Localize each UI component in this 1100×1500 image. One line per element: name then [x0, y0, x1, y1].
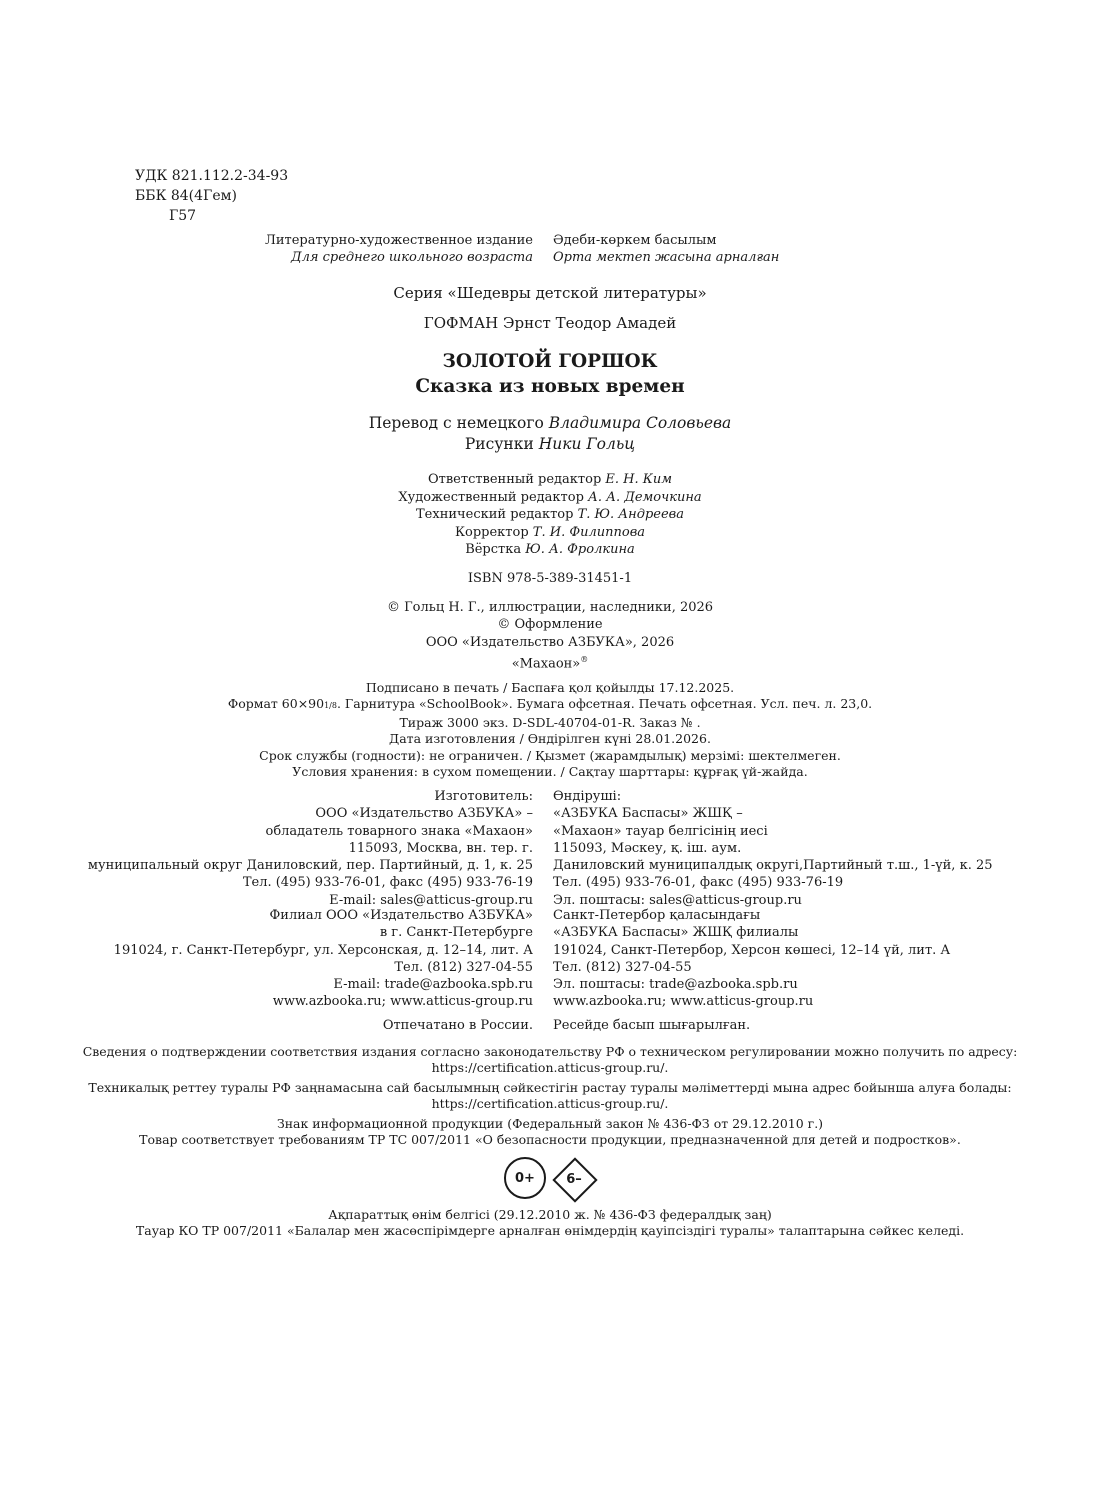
made-line: Дата изготовления / Өндірілген күні 28.01.2026. [389, 731, 711, 747]
editor-line: Ответственный редактор Е. Н. Ким [428, 472, 672, 487]
series: Серия «Шедевры детской литературы» [393, 284, 707, 302]
book-subtitle: Сказка из новых времен [415, 376, 685, 397]
copyright-line: «Махаон»® [511, 655, 589, 672]
age-kz: Орта мектеп жасына арналған [553, 250, 780, 266]
illustrations-label: Рисунки [464, 435, 534, 453]
classification-block [135, 166, 288, 226]
print-info-block [0, 680, 1100, 780]
illustrator-name: Ники Гольц [538, 435, 636, 453]
author-code: Г57 [169, 208, 197, 224]
storage-line: Условия хранения: в сухом помещении. / Сақтау шарттары: құрғақ үй-жайда. [292, 764, 808, 780]
websites-kz[interactable]: www.azbooka.ru; www.atticus-group.ru [553, 994, 814, 1009]
age-badges [0, 1157, 1100, 1201]
editor-line: Вёрстка Ю. А. Фролкина [465, 542, 635, 558]
udk-code: УДК 821.112.2-34-93 [135, 168, 289, 184]
book-title: ЗОЛОТОЙ ГОРШОК [442, 351, 658, 372]
age-6-minus-icon: 6– [552, 1157, 596, 1201]
manufacturer-block: Изготовитель: Өндіруші: ООО «Издательство АЗБУКА» – «АЗБУКА Баспасы» ЖШҚ – обладатель товарного знака «Махаон» «Махаон» тауар белгісінің иесі 115093, Москва, вн. тер. г. 115093, Мәскеу, қ. іш. аум. муниципальный округ Даниловский, пер. Партийный, д. 1, к. 25 Даниловский муниципалдық округі,Партийный т.ш., 1-үй, к. 25 Тел. (495) 933-76-01, факс (495) 933-76-19 Тел. (495) 933-76-01, факс (495) 933-76-19 E-mail: sales@atticus-group.ru Эл. поштасы: sales@atticus-group.ru [87, 789, 993, 908]
copyright-line: © Оформление [497, 617, 603, 633]
run-line: Тираж 3000 экз. D-SDL-40704-01-R. Заказ № . [399, 714, 701, 730]
printed-row [0, 1017, 1100, 1034]
copyright-line: © Гольц Н. Г., иллюстрации, наследники, 2026 [386, 600, 714, 615]
info-sign-ru: Знак информационной продукции (Федеральный закон № 436-ФЗ от 29.12.2010 г.) Товар соответствует требованиям ТР ТС 007/2011 «О безопасности продукции, предназначенной для детей и подростков». [139, 1116, 961, 1148]
editor-line: Художественный редактор А. А. Демочкина [398, 489, 702, 505]
copyright-block [0, 599, 1100, 673]
info-sign-kz: Ақпараттық өнім белгісі (29.12.2010 ж. № 436-ФЗ федералдық заң) Тауар КО ТР 007/2011 «Балалар мен жасөспірімдерге арналған өнімдердің қауіпсіздігі туралы» талаптарына сәйкес келеді. [135, 1207, 965, 1239]
certification-url[interactable]: https://certification.atticus-group.ru/. [431, 1060, 669, 1076]
certification-ru: Сведения о подтверждении соответствия издания согласно законодательству РФ о техническом регулировании можно получить по адресу: https://certification.atticus-group.ru/. [0, 1044, 1100, 1077]
trademark-sign: ® [580, 655, 589, 665]
author: ГОФМАН Эрнст Теодор Амадей [423, 314, 677, 332]
websites-ru[interactable]: www.azbooka.ru; www.atticus-group.ru [272, 994, 533, 1009]
signed-line: Подписано в печать / Баспаға қол қойылды 17.12.2025. [365, 680, 735, 695]
printed-ru: Отпечатано в России. [382, 1018, 533, 1033]
certification-url[interactable]: https://certification.atticus-group.ru/. [431, 1096, 669, 1112]
certification-kz: Техникалық реттеу туралы РФ заңнамасына сай басылымның сәйкестігін растау туралы мәліметтерді мына адрес бойынша алуға болады: https://certification.atticus-group.ru/. [0, 1080, 1100, 1113]
edition-type-ru: Литературно-художественное издание [265, 233, 533, 248]
websites-row [0, 993, 1100, 1010]
branch-block: Филиал ООО «Издательство АЗБУКА» Санкт-Петербор қаласындағы в г. Санкт-Петербурге «АЗБУКА Баспасы» ЖШҚ филиалы 191024, г. Санкт-Петербург, ул. Херсонская, д. 12–14, лит. А 191024, Санкт-Петербор, Херсон көшесі, 12–14 үй, лит. А Тел. (812) 327-04-55 Тел. (812) 327-04-55 E-mail: trade@azbooka.spb.ru Эл. поштасы: trade@azbooka.spb.ru [113, 908, 951, 993]
editor-line: Корректор Т. И. Филиппова [454, 524, 646, 540]
editor-line: Технический редактор Т. Ю. Андреева [416, 507, 684, 523]
translator-name: Владимира Соловьева [548, 414, 732, 432]
format-line: Формат 60×901/8. Гарнитура «SchoolBook». Бумага офсетная. Печать офсетная. Усл. печ. л. 23,0. [227, 696, 873, 712]
service-line: Срок службы (годности): не ограничен. / Қызмет (жарамдылық) мерзімі: шектелмеген. [259, 747, 841, 763]
printed-kz: Ресейде басып шығарылған. [553, 1018, 751, 1033]
edition-type-kz: Әдеби-көркем басылым [553, 233, 717, 248]
isbn: ISBN 978-5-389-31451-1 [467, 571, 633, 586]
translation-block [0, 413, 1100, 455]
edition-type-block [0, 232, 1100, 267]
age-ru: Для среднего школьного возраста [291, 250, 533, 266]
age-0-plus-icon: 0+ [504, 1157, 546, 1199]
bbk-code: ББК 84(4Гем) [135, 188, 237, 204]
copyright-line: ООО «Издательство АЗБУКА», 2026 [425, 634, 675, 650]
editors-block [0, 471, 1100, 559]
translation-label: Перевод с немецкого [368, 414, 544, 432]
